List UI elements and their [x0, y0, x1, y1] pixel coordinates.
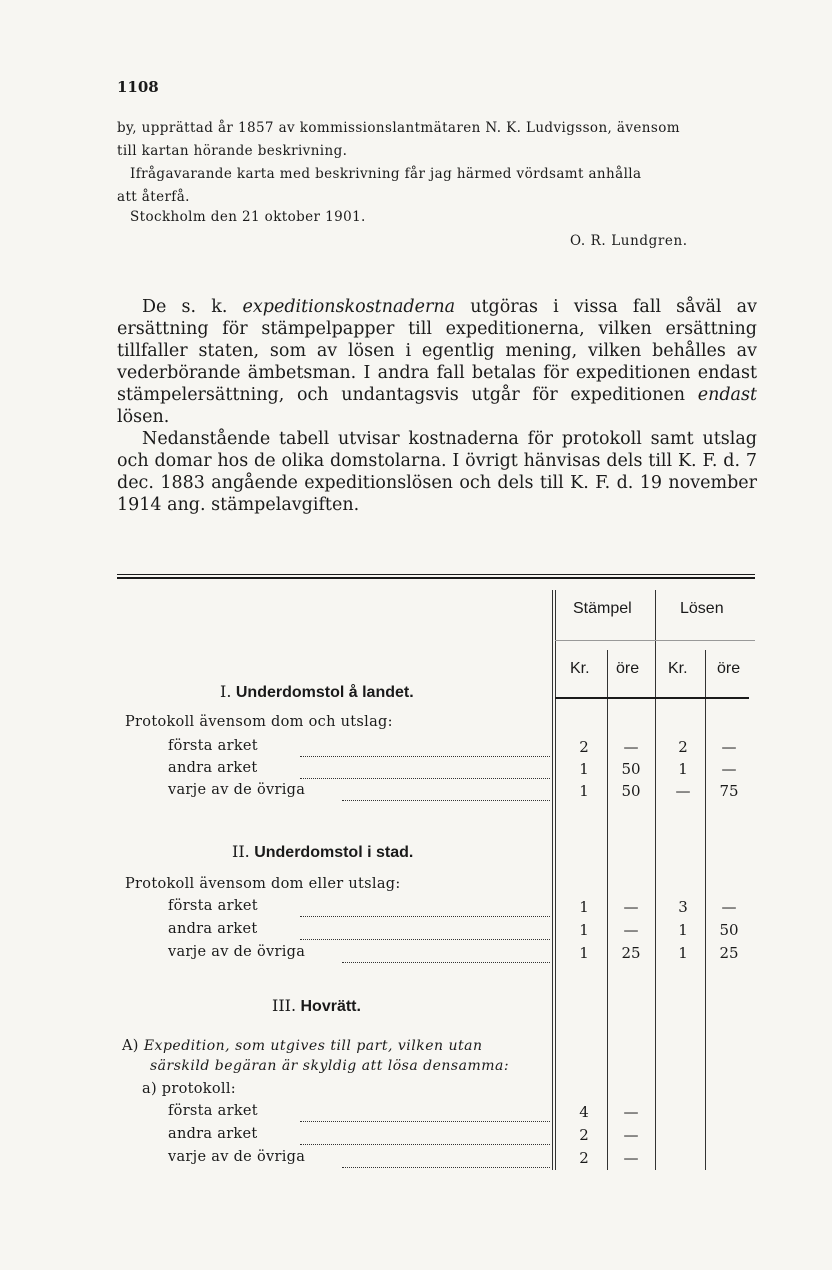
- header-losen: Lösen: [680, 600, 724, 617]
- table-row: [0, 944, 832, 964]
- section-intro: Protokoll ävensom dom och utslag:: [125, 714, 393, 730]
- table-row: [0, 898, 832, 918]
- leader-dots: [342, 782, 550, 801]
- row-label: första arket: [168, 738, 258, 754]
- row-label: andra arket: [168, 921, 258, 937]
- leader-dots: [342, 1149, 550, 1168]
- table-row: [0, 782, 832, 802]
- cell-losen-ore: 25: [719, 944, 739, 962]
- cell-losen-kr: 2: [678, 738, 688, 756]
- header-stampel: Stämpel: [573, 600, 632, 617]
- letter-line: att återfå.: [117, 189, 190, 205]
- row-label: varje av de övriga: [168, 944, 306, 960]
- leader-dots: [300, 1126, 550, 1145]
- letter-signature: O. R. Lundgren.: [570, 233, 688, 249]
- table-row: [0, 738, 832, 758]
- section-heading: III. Hovrätt.: [272, 996, 361, 1015]
- header-bottom-rule: [555, 697, 749, 699]
- cell-stampel-ore: —: [623, 921, 639, 939]
- emphasis-term: expeditionskostnaderna: [242, 297, 456, 317]
- cell-losen-ore: 50: [719, 921, 739, 939]
- leader-dots: [300, 1103, 550, 1122]
- leader-dots: [300, 738, 550, 757]
- cell-stampel-ore: —: [623, 1103, 639, 1121]
- column-divider: [655, 590, 656, 1170]
- cell-stampel-kr: 1: [579, 921, 589, 939]
- letter-line: by, upprättad år 1857 av kommissionslantmätaren N. K. Ludvigsson, ävensom: [117, 120, 680, 136]
- leader-dots: [300, 898, 550, 917]
- cell-stampel-kr: 2: [579, 738, 589, 756]
- subsection-a-line1: A) Expedition, som utgives till part, vilken utan: [122, 1038, 483, 1054]
- emphasis-endast: endast: [697, 385, 757, 405]
- cell-stampel-ore: —: [623, 1149, 639, 1167]
- cell-losen-kr: 1: [678, 944, 688, 962]
- letter-date: Stockholm den 21 oktober 1901.: [130, 209, 366, 225]
- section-heading: I. Underdomstol å landet.: [220, 682, 414, 701]
- cell-losen-ore: 75: [719, 782, 739, 800]
- paragraph-tabell: Nedanstående tabell utvisar kostnaderna för protokoll samt utslag och domar hos de olika domstolarna. I övrigt hänvisas dels till K. F. d. 7 dec. 1883 angående expeditionslösen och dels till K. F. d. 19 november 1914 ang. stämpelavgiften.: [117, 429, 757, 515]
- row-label: varje av de övriga: [168, 1149, 306, 1165]
- cell-stampel-kr: 1: [579, 944, 589, 962]
- cell-stampel-ore: 50: [621, 782, 641, 800]
- header-ore-losen: öre: [717, 660, 741, 677]
- cell-stampel-kr: 2: [579, 1126, 589, 1144]
- leader-dots: [300, 760, 550, 779]
- body-text: [117, 296, 757, 516]
- cell-stampel-ore: —: [623, 898, 639, 916]
- cell-stampel-kr: 1: [579, 782, 589, 800]
- cell-stampel-kr: 1: [579, 898, 589, 916]
- cell-losen-ore: —: [721, 898, 737, 916]
- subsection-a-line2: särskild begäran är skyldig att lösa densamma:: [150, 1058, 510, 1074]
- row-label: första arket: [168, 1103, 258, 1119]
- header-ore-stampel: öre: [616, 660, 640, 677]
- letter-line: till kartan hörande beskrivning.: [117, 143, 348, 159]
- table-row: [0, 921, 832, 941]
- column-divider: [555, 590, 556, 1170]
- table-row: [0, 1149, 832, 1169]
- table-row: [0, 760, 832, 780]
- section-intro: Protokoll ävensom dom eller utslag:: [125, 876, 401, 892]
- cell-stampel-ore: —: [623, 738, 639, 756]
- column-divider: [552, 590, 553, 1170]
- header-kr-stampel: Kr.: [570, 660, 590, 677]
- table-row: [0, 1103, 832, 1123]
- cell-stampel-ore: —: [623, 1126, 639, 1144]
- table-top-rule-thick: [117, 577, 755, 579]
- cell-stampel-ore: 25: [621, 944, 641, 962]
- letter-line: Ifrågavarande karta med beskrivning får jag härmed vördsamt anhålla: [130, 166, 642, 182]
- header-separator: [555, 640, 755, 641]
- row-label: första arket: [168, 898, 258, 914]
- cell-losen-ore: —: [721, 760, 737, 778]
- cell-losen-kr: 1: [678, 921, 688, 939]
- row-label: andra arket: [168, 1126, 258, 1142]
- subsection-a-sub: a) protokoll:: [142, 1081, 236, 1097]
- cell-stampel-kr: 1: [579, 760, 589, 778]
- section-heading: II. Underdomstol i stad.: [232, 842, 414, 861]
- header-kr-losen: Kr.: [668, 660, 688, 677]
- leader-dots: [300, 921, 550, 940]
- cell-stampel-ore: 50: [621, 760, 641, 778]
- cell-stampel-kr: 2: [579, 1149, 589, 1167]
- row-label: andra arket: [168, 760, 258, 776]
- table-row: [0, 1126, 832, 1146]
- row-label: varje av de övriga: [168, 782, 306, 798]
- cell-losen-kr: 1: [678, 760, 688, 778]
- paragraph-expeditionskostnader: De s. k. expeditionskostnaderna utgöras i vissa fall såväl av ersättning för stämpelpapper till expeditionerna, vilken ersättning tillfaller staten, som av lösen i egentlig mening, vilken behålles av vederbörande ämbetsman. I andra fall betalas för expeditionen endast stämpelersättning, och undantagsvis utgår för expeditionen endast lösen.: [117, 297, 757, 427]
- table-top-rule-thin: [117, 574, 755, 575]
- cell-losen-kr: —: [675, 782, 691, 800]
- page-number: 1108: [117, 78, 159, 96]
- leader-dots: [342, 944, 550, 963]
- cell-losen-kr: 3: [678, 898, 688, 916]
- cell-losen-ore: —: [721, 738, 737, 756]
- cell-stampel-kr: 4: [579, 1103, 589, 1121]
